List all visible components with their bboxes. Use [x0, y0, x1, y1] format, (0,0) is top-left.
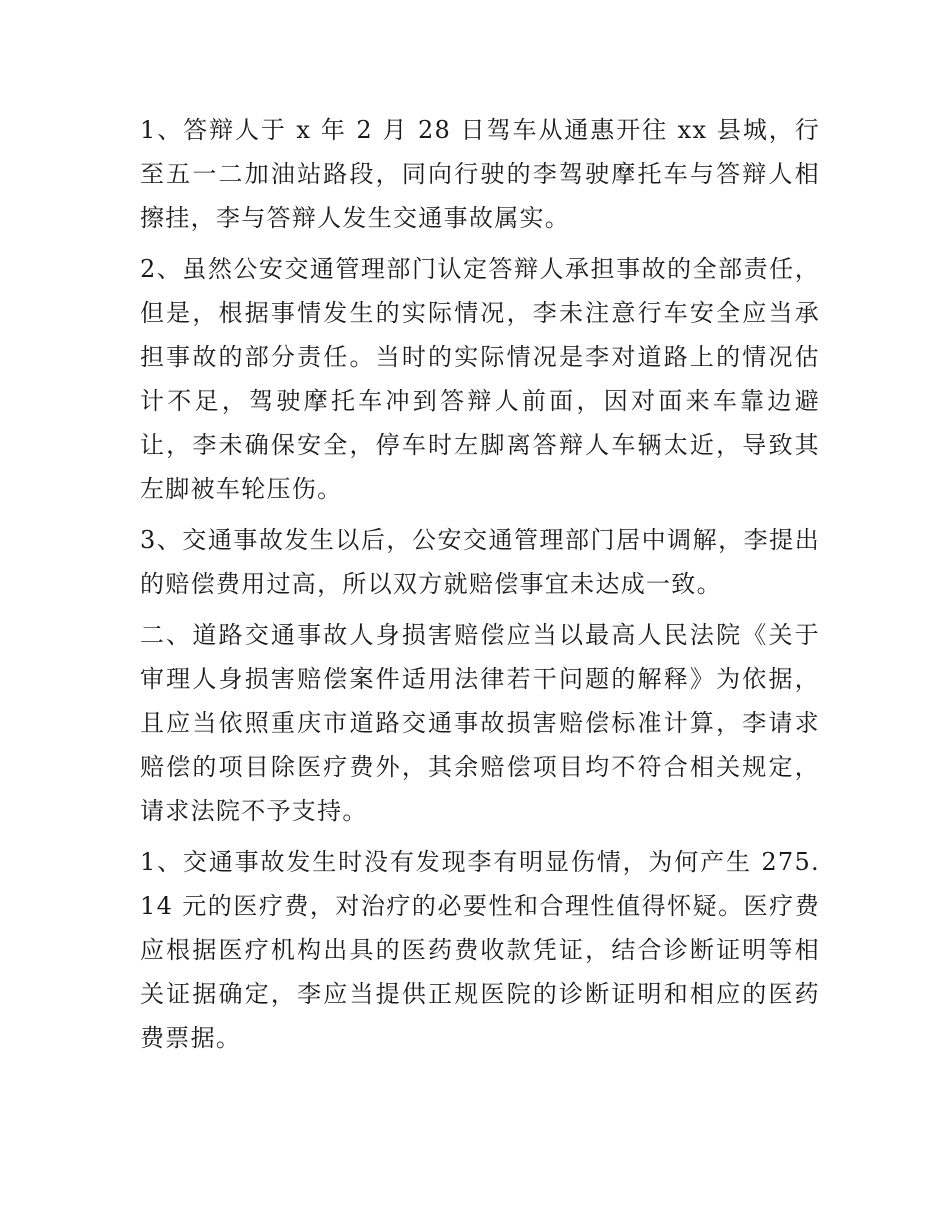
document-body: [140, 108, 820, 1067]
paragraph-1: 1、答辩人于 x 年 2 月 28 日驾车从通惠开往 xx 县城，行至五一二加油站路段，同向行驶的李驾驶摩托车与答辩人相擦挂，李与答辩人发生交通事故属实。: [140, 116, 820, 232]
paragraph-5: 1、交通事故发生时没有发现李有明显伤情，为何产生 275.14 元的医疗费，对治疗的必要性和合理性值得怀疑。医疗费应根据医疗机构出具的医药费收款凭证，结合诊断证明等相关证据确定，李应当提供正规医院的诊断证明和相应的医药费票据。: [140, 848, 820, 1052]
paragraph-3: 3、交通事故发生以后，公安交通管理部门居中调解，李提出的赔偿费用过高，所以双方就赔偿事宜未达成一致。: [140, 526, 820, 598]
paragraph-2: 2、虽然公安交通管理部门认定答辩人承担事故的全部责任，但是，根据事情发生的实际情况，李未注意行车安全应当承担事故的部分责任。当时的实际情况是李对道路上的情况估计不足，驾驶摩托车冲到答辩人前面，因对面来车靠边避让，李未确保安全，停车时左脚离答辩人车辆太近，导致其左脚被车轮压伤。: [140, 255, 820, 503]
paragraph-4: 二、道路交通事故人身损害赔偿应当以最高人民法院《关于审理人身损害赔偿案件适用法律若干问题的解释》为依据，且应当依照重庆市道路交通事故损害赔偿标准计算，李请求赔偿的项目除医疗费外，其余赔偿项目均不符合相关规定，请求法院不予支持。: [140, 621, 820, 825]
